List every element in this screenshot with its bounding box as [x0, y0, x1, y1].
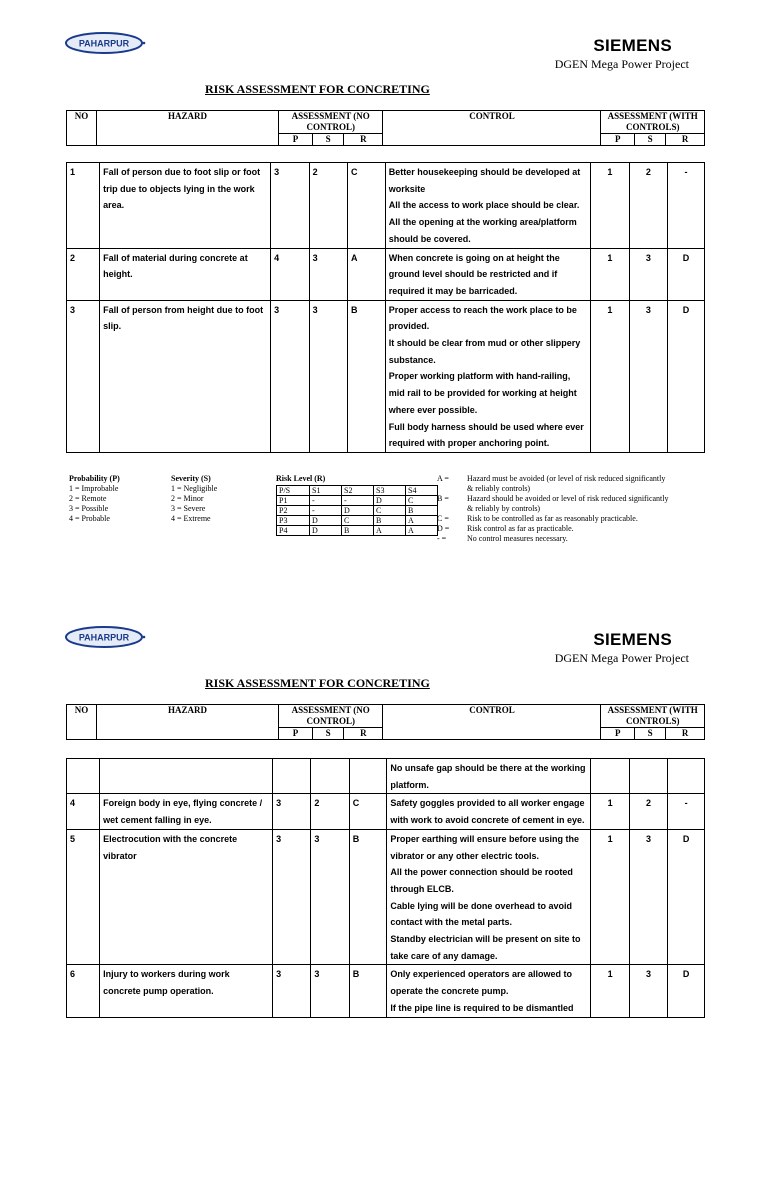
col-hazard: HAZARD [97, 705, 279, 740]
row-number: 4 [67, 794, 100, 829]
risk-matrix-cell: C [406, 496, 438, 506]
severity-item: 4 = Extreme [171, 514, 211, 523]
risk-matrix-cell: A [406, 526, 438, 536]
risk-cell [349, 759, 387, 794]
table-row [67, 965, 705, 1017]
risk-matrix-cell: B [406, 506, 438, 516]
hazard-cell: Injury to workers during work concrete pump operation. [100, 965, 273, 1017]
row-number: 6 [67, 965, 100, 1017]
risk-level-title [276, 474, 325, 484]
risk-matrix-cell: D [342, 506, 374, 516]
severity-cell: 2 [309, 163, 347, 249]
severity-item: 1 = Negligible [171, 484, 218, 493]
hazard-cell: Fall of person due to foot slip or foot trip due to objects lying in the work area. [100, 163, 271, 249]
probability-controlled-cell [591, 759, 629, 794]
col-control: CONTROL [383, 111, 601, 146]
page-2 [0, 594, 768, 1184]
severity-cell: 3 [311, 829, 349, 965]
risk-matrix-cell: B [342, 526, 374, 536]
control-item: Full body harness should be used where ever required with proper anchoring point. [388, 421, 584, 449]
risk-matrix-cell: D [310, 526, 342, 536]
probability-legend [69, 474, 120, 524]
definition-line [437, 494, 669, 504]
severity-controlled-cell: 3 [629, 829, 667, 965]
header-table [66, 110, 705, 146]
project-name: DGEN Mega Power Project [554, 57, 689, 71]
severity-controlled-cell: 2 [629, 163, 667, 249]
probability-controlled-cell: 1 [591, 300, 629, 452]
risk-matrix-row [277, 516, 438, 526]
col-p: P [279, 134, 313, 146]
probability-cell: 3 [271, 300, 309, 452]
col-s2: S [635, 134, 666, 146]
risk-matrix-cell: C [342, 516, 374, 526]
col-p: P [279, 728, 313, 740]
risk-matrix-cell: P3 [277, 516, 310, 526]
probability-controlled-cell: 1 [591, 794, 629, 829]
risk-cell: C [349, 794, 387, 829]
risk-matrix [276, 485, 438, 536]
definition-key: D = [437, 524, 450, 533]
risk-table [66, 162, 705, 453]
definition-continuation: & reliably controls) [467, 484, 531, 493]
risk-cell: B [348, 300, 386, 452]
control-cell [387, 965, 591, 1017]
risk-matrix-cell: P/S [277, 486, 310, 496]
probability-cell: 3 [273, 965, 311, 1017]
definition-key: B = [437, 494, 449, 503]
control-item: Proper access to reach the work place to be provided. [388, 304, 577, 332]
severity-item: 3 = Severe [171, 504, 206, 513]
severity-legend [171, 474, 217, 524]
risk-controlled-cell: D [668, 300, 705, 452]
risk-controlled-cell [668, 759, 705, 794]
severity-controlled-cell: 3 [629, 965, 667, 1017]
severity-controlled-cell: 3 [629, 300, 667, 452]
risk-controlled-cell: - [668, 794, 705, 829]
control-item: It should be clear from mud or other slippery substance. [388, 338, 581, 365]
risk-matrix-row [277, 506, 438, 516]
risk-matrix-cell: S3 [374, 486, 406, 496]
col-r: R [344, 134, 383, 146]
risk-matrix-cell: S2 [342, 486, 374, 496]
definition-text: Risk to be controlled as far as reasonably practicable. [467, 514, 638, 523]
risk-matrix-row [277, 526, 438, 536]
logo-text: PAHARPUR [78, 632, 130, 643]
risk-matrix-cell: C [374, 506, 406, 516]
risk-cell: C [348, 163, 386, 249]
control-item: Standby electrician will be present on site to take care of any damage. [390, 934, 581, 961]
col-no: NO [67, 705, 97, 740]
risk-matrix-cell: A [406, 516, 438, 526]
definition-text: Hazard should be avoided or level of risk reduced significantly [467, 494, 669, 503]
probability-item: 3 = Possible [69, 504, 109, 513]
logo-text: PAHARPUR [78, 38, 130, 49]
risk-matrix-cell: S1 [310, 486, 342, 496]
probability-cell: 4 [271, 248, 309, 300]
control-item: Better housekeeping should be developed at worksite [388, 167, 581, 194]
control-cell [387, 759, 591, 794]
probability-controlled-cell: 1 [591, 248, 629, 300]
risk-definitions [437, 474, 669, 544]
table-row [67, 759, 705, 794]
row-number: 1 [67, 163, 100, 249]
risk-matrix-cell: - [310, 506, 342, 516]
severity-controlled-cell [629, 759, 667, 794]
paharpur-logo [64, 30, 148, 56]
definition-key: A = [437, 474, 449, 483]
risk-matrix-cell: S4 [406, 486, 438, 496]
control-cell [387, 829, 591, 965]
probability-item: 2 = Remote [69, 494, 107, 503]
risk-matrix-cell: P4 [277, 526, 310, 536]
table-row [67, 829, 705, 965]
risk-matrix-cell: D [310, 516, 342, 526]
risk-matrix-cell: P1 [277, 496, 310, 506]
risk-matrix-cell: - [310, 496, 342, 506]
severity-cell: 3 [311, 965, 349, 1017]
control-item: All the access to work place should be clear. [388, 200, 580, 211]
col-r2: R [666, 728, 705, 740]
definition-line [437, 524, 669, 534]
table-row [67, 163, 705, 249]
control-item: Cable lying will be done overhead to avoid contact with the metal parts. [390, 900, 572, 928]
brand-name: SIEMENS [593, 36, 672, 55]
control-item: No unsafe gap should be there at the working platform. [390, 763, 586, 790]
definition-continuation: & reliably by controls) [467, 504, 541, 513]
hazard-cell: Fall of person from height due to foot slip. [100, 300, 271, 452]
col-r: R [344, 728, 383, 740]
risk-matrix-cell: D [374, 496, 406, 506]
col-p2: P [601, 728, 635, 740]
project-name: DGEN Mega Power Project [554, 651, 689, 665]
page-1 [0, 0, 768, 590]
risk-matrix-row [277, 486, 438, 496]
risk-table [66, 758, 705, 1018]
col-assess-with-controls: ASSESSMENT (WITH CONTROLS) [601, 705, 705, 728]
page-title: RISK ASSESSMENT FOR CONCRETING [205, 676, 430, 690]
hazard-cell: Foreign body in eye, flying concrete / wet cement falling in eye. [100, 794, 273, 829]
hazard-cell: Electrocution with the concrete vibrator [100, 829, 273, 965]
definition-line [437, 534, 669, 544]
control-cell [385, 163, 590, 249]
risk-matrix-cell: - [342, 496, 374, 506]
table-row [67, 794, 705, 829]
table-row [67, 300, 705, 452]
page-title: RISK ASSESSMENT FOR CONCRETING [205, 82, 430, 96]
control-item: All the opening at the working area/platform should be covered. [388, 217, 577, 244]
probability-controlled-cell: 1 [591, 829, 629, 965]
probability-controlled-cell: 1 [591, 965, 629, 1017]
probability-controlled-cell: 1 [591, 163, 629, 249]
definition-text: Risk control as far as practicable. [467, 524, 574, 533]
row-number: 2 [67, 248, 100, 300]
control-item: Proper working platform with hand-railing, mid rail to be provided for working at height where ever possible. [388, 371, 577, 415]
risk-controlled-cell: D [668, 829, 705, 965]
definition-key: - = [437, 534, 447, 543]
row-number: 5 [67, 829, 100, 965]
col-assess-with-controls: ASSESSMENT (WITH CONTROLS) [601, 111, 705, 134]
definition-line [437, 514, 669, 524]
hazard-cell [100, 759, 273, 794]
risk-controlled-cell: D [668, 965, 705, 1017]
definition-text: Hazard must be avoided (or level of risk reduced significantly [467, 474, 666, 483]
table-row [67, 248, 705, 300]
header-table [66, 704, 705, 740]
severity-title: Severity (S) [171, 474, 211, 483]
probability-item: 4 = Probable [69, 514, 110, 523]
severity-item: 2 = Minor [171, 494, 204, 503]
control-cell [385, 300, 590, 452]
risk-matrix-cell: B [374, 516, 406, 526]
risk-cell: A [348, 248, 386, 300]
probability-cell: 3 [271, 163, 309, 249]
definition-line [437, 474, 669, 484]
risk-title-text: Risk Level (R) [276, 474, 326, 483]
probability-cell [273, 759, 311, 794]
control-item: Proper earthing will ensure before using the vibrator or any other electric tools. [390, 833, 579, 861]
col-control: CONTROL [383, 705, 601, 740]
col-assess-no-control: ASSESSMENT (NO CONTROL) [279, 705, 383, 728]
row-number [67, 759, 100, 794]
severity-cell: 2 [311, 794, 349, 829]
control-item: Safety goggles provided to all worker engage with work to avoid concrete of cement in eye. [390, 798, 585, 826]
col-s2: S [635, 728, 666, 740]
probability-cell: 3 [273, 829, 311, 965]
row-number: 3 [67, 300, 100, 452]
severity-controlled-cell: 3 [629, 248, 667, 300]
severity-cell [311, 759, 349, 794]
severity-controlled-cell: 2 [629, 794, 667, 829]
col-s: S [312, 728, 343, 740]
risk-controlled-cell: - [668, 163, 705, 249]
brand-name: SIEMENS [593, 630, 672, 649]
severity-cell: 3 [309, 300, 347, 452]
col-r2: R [666, 134, 705, 146]
control-item: If the pipe line is required to be dismantled [390, 1002, 574, 1013]
risk-cell: B [349, 965, 387, 1017]
probability-cell: 3 [273, 794, 311, 829]
col-hazard: HAZARD [97, 111, 279, 146]
col-s: S [312, 134, 343, 146]
probability-title: Probability (P) [69, 474, 120, 483]
control-item: Only experienced operators are allowed to operate the concrete pump. [390, 969, 572, 997]
risk-matrix-cell: A [374, 526, 406, 536]
col-p2: P [601, 134, 635, 146]
paharpur-logo [64, 624, 148, 650]
control-cell [385, 248, 590, 300]
risk-controlled-cell: D [668, 248, 705, 300]
control-item: All the power connection should be rooted through ELCB. [390, 867, 573, 894]
risk-cell: B [349, 829, 387, 965]
risk-matrix-cell: P2 [277, 506, 310, 516]
definition-text: No control measures necessary. [467, 534, 568, 543]
probability-item: 1 = Improbable [69, 484, 119, 493]
risk-matrix-row [277, 496, 438, 506]
hazard-cell: Fall of material during concrete at height. [100, 248, 271, 300]
col-assess-no-control: ASSESSMENT (NO CONTROL) [279, 111, 383, 134]
control-cell [387, 794, 591, 829]
col-no: NO [67, 111, 97, 146]
definition-key: C = [437, 514, 449, 523]
control-item: When concrete is going on at height the ground level should be restricted and if required it may be barricaded. [388, 252, 560, 296]
severity-cell: 3 [309, 248, 347, 300]
